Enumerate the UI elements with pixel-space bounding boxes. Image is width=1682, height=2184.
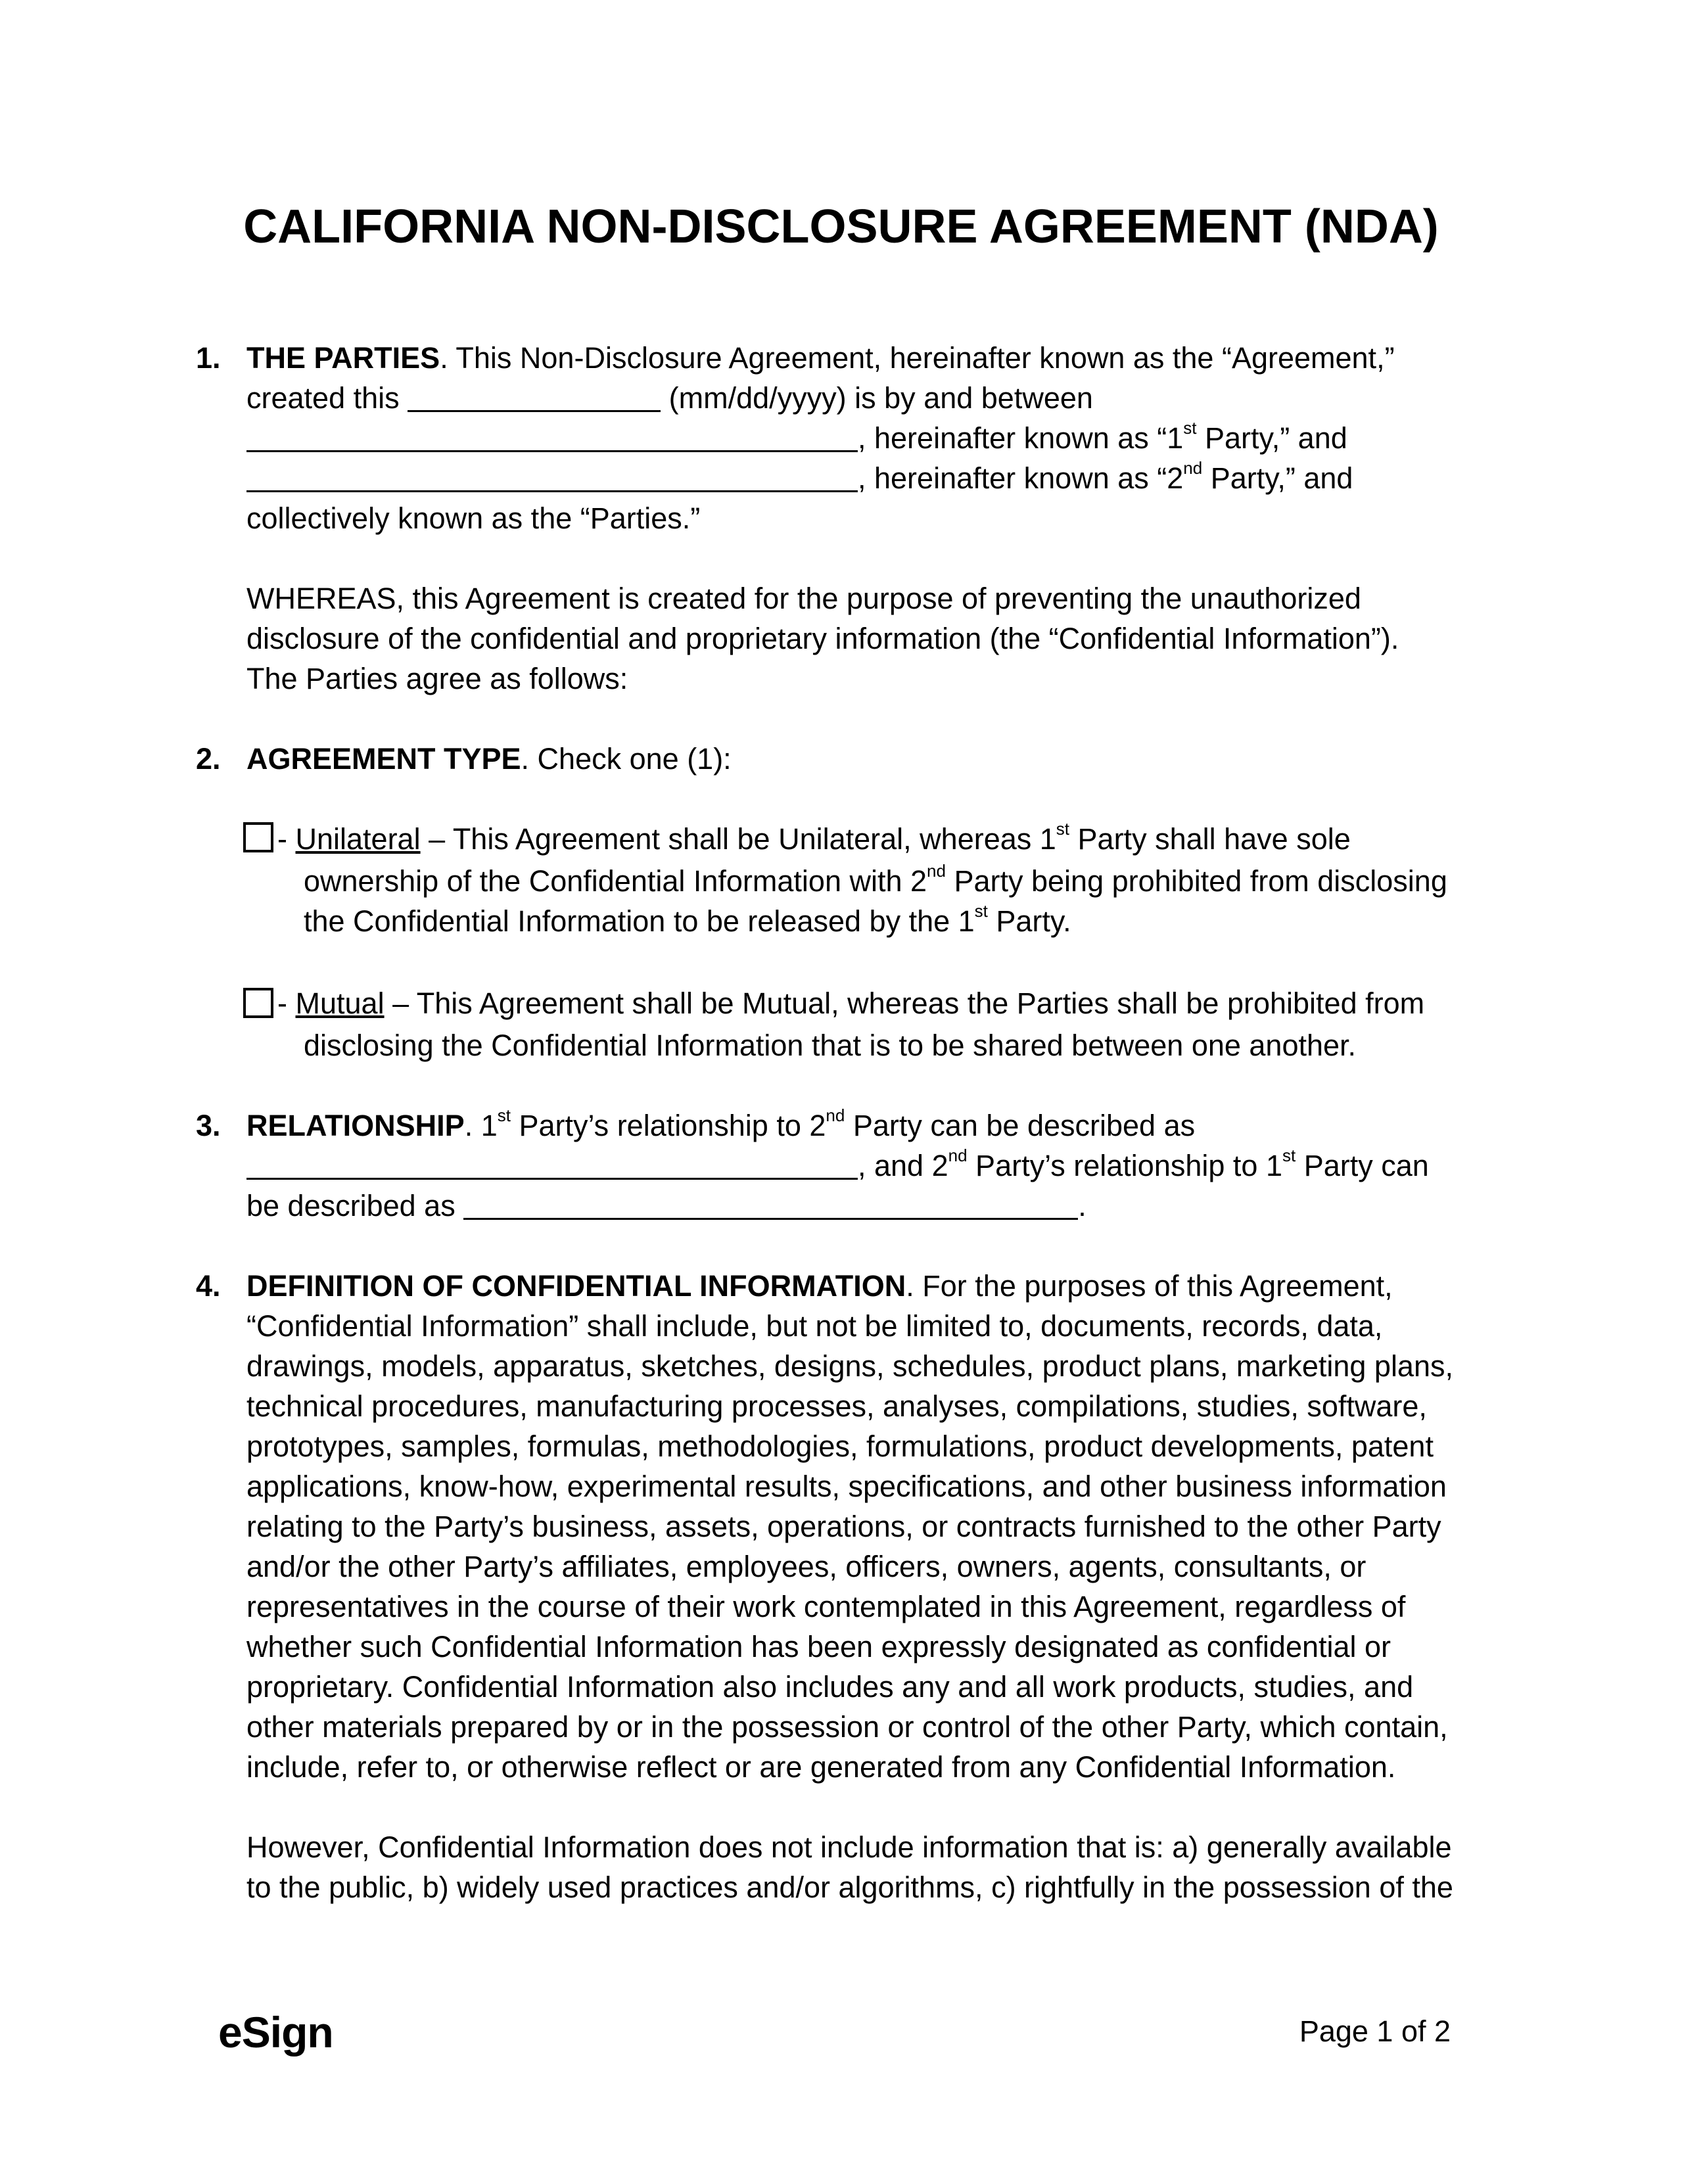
section-4-line: and/or the other Party’s affiliates, employees, officers, owners, agents, consultants, or bbox=[246, 1550, 1367, 1583]
document-title: CALIFORNIA NON-DISCLOSURE AGREEMENT (NDA) bbox=[243, 200, 1439, 253]
mutual-label: Mutual bbox=[295, 987, 385, 1020]
relationship-1-blank[interactable] bbox=[246, 1148, 858, 1180]
first-party-blank[interactable] bbox=[246, 420, 858, 452]
section-4-line: applications, know-how, experimental results, specifications, and other business information bbox=[246, 1470, 1447, 1503]
unilateral-line-1: - Unilateral – This Agreement shall be Unilateral, whereas 1st Party shall have sole bbox=[277, 819, 1351, 856]
section-3-line-2: , and 2nd Party’s relationship to 1st Party can bbox=[246, 1146, 1429, 1186]
section-4-line: proprietary. Confidential Information also includes any and all work products, studies, and bbox=[246, 1670, 1414, 1704]
section-4-line: representatives in the course of their work contemplated in this Agreement, regardless of bbox=[246, 1590, 1406, 1623]
date-blank[interactable] bbox=[408, 380, 661, 412]
section-4-line: “Confidential Information” shall include, but not be limited to, documents, records, data, bbox=[246, 1309, 1383, 1343]
section-4-line: technical procedures, manufacturing processes, analyses, compilations, studies, software, bbox=[246, 1389, 1427, 1423]
section-4-line: whether such Confidential Information has been expressly designated as confidential or bbox=[246, 1630, 1391, 1663]
section-1-line-4: , hereinafter known as “2nd Party,” and bbox=[246, 458, 1353, 498]
section-1-number: 1. bbox=[196, 341, 221, 375]
section-1-line-2: created this (mm/dd/yyyy) is by and between bbox=[246, 381, 1093, 415]
however-line-1: However, Confidential Information does not include information that is: a) generally available bbox=[246, 1830, 1452, 1864]
section-1-line-5: collectively known as the “Parties.” bbox=[246, 501, 701, 535]
unilateral-checkbox[interactable] bbox=[243, 822, 273, 852]
section-4-line: include, refer to, or otherwise reflect or are generated from any Confidential Information. bbox=[246, 1750, 1396, 1784]
section-4-line: other materials prepared by or in the possession or control of the other Party, which contain, bbox=[246, 1710, 1448, 1744]
section-3-number: 3. bbox=[196, 1109, 221, 1142]
section-4-line-1: DEFINITION OF CONFIDENTIAL INFORMATION. For the purposes of this Agreement, bbox=[246, 1269, 1393, 1303]
page-number: Page 1 of 2 bbox=[1299, 2014, 1451, 2048]
section-3-heading: RELATIONSHIP bbox=[246, 1109, 465, 1142]
esign-logo: eSign bbox=[218, 2008, 333, 2056]
section-4-line: prototypes, samples, formulas, methodologies, formulations, product developments, patent bbox=[246, 1429, 1434, 1463]
section-2-number: 2. bbox=[196, 742, 221, 776]
section-3-line-1: RELATIONSHIP. 1st Party’s relationship to 2nd Party can be described as bbox=[246, 1105, 1196, 1142]
unilateral-label: Unilateral bbox=[295, 822, 421, 856]
mutual-line-2: disclosing the Confidential Information that is to be shared between one another. bbox=[304, 1029, 1357, 1062]
mutual-checkbox[interactable] bbox=[243, 988, 273, 1018]
section-4-line: drawings, models, apparatus, sketches, designs, schedules, product plans, marketing plans, bbox=[246, 1349, 1453, 1383]
however-line-2: to the public, b) widely used practices and/or algorithms, c) rightfully in the possession of the bbox=[246, 1870, 1453, 1904]
mutual-line-1: - Mutual – This Agreement shall be Mutual, whereas the Parties shall be prohibited from bbox=[277, 987, 1425, 1020]
whereas-line-3: The Parties agree as follows: bbox=[246, 662, 628, 695]
whereas-line-2: disclosure of the confidential and proprietary information (the “Confidential Information”). bbox=[246, 622, 1399, 655]
whereas-line-1: WHEREAS, this Agreement is created for the purpose of preventing the unauthorized bbox=[246, 582, 1361, 615]
section-2-heading: AGREEMENT TYPE bbox=[246, 742, 521, 776]
section-4-heading: DEFINITION OF CONFIDENTIAL INFORMATION bbox=[246, 1269, 906, 1303]
section-1-line-3: , hereinafter known as “1st Party,” and bbox=[246, 418, 1347, 458]
section-3-line-3: be described as . bbox=[246, 1189, 1086, 1222]
section-1-heading: THE PARTIES bbox=[246, 341, 440, 375]
section-1-line-1: THE PARTIES. This Non-Disclosure Agreement, hereinafter known as the “Agreement,” bbox=[246, 341, 1395, 375]
unilateral-line-2: ownership of the Confidential Information with 2nd Party being prohibited from disclosing bbox=[304, 861, 1447, 898]
section-4-line: relating to the Party’s business, assets, operations, or contracts furnished to the other Party bbox=[246, 1510, 1441, 1543]
unilateral-line-3: the Confidential Information to be released by the 1st Party. bbox=[304, 901, 1071, 938]
relationship-2-blank[interactable] bbox=[463, 1188, 1078, 1220]
section-2-line-1: AGREEMENT TYPE. Check one (1): bbox=[246, 742, 732, 776]
second-party-blank[interactable] bbox=[246, 460, 858, 492]
section-4-number: 4. bbox=[196, 1269, 221, 1303]
